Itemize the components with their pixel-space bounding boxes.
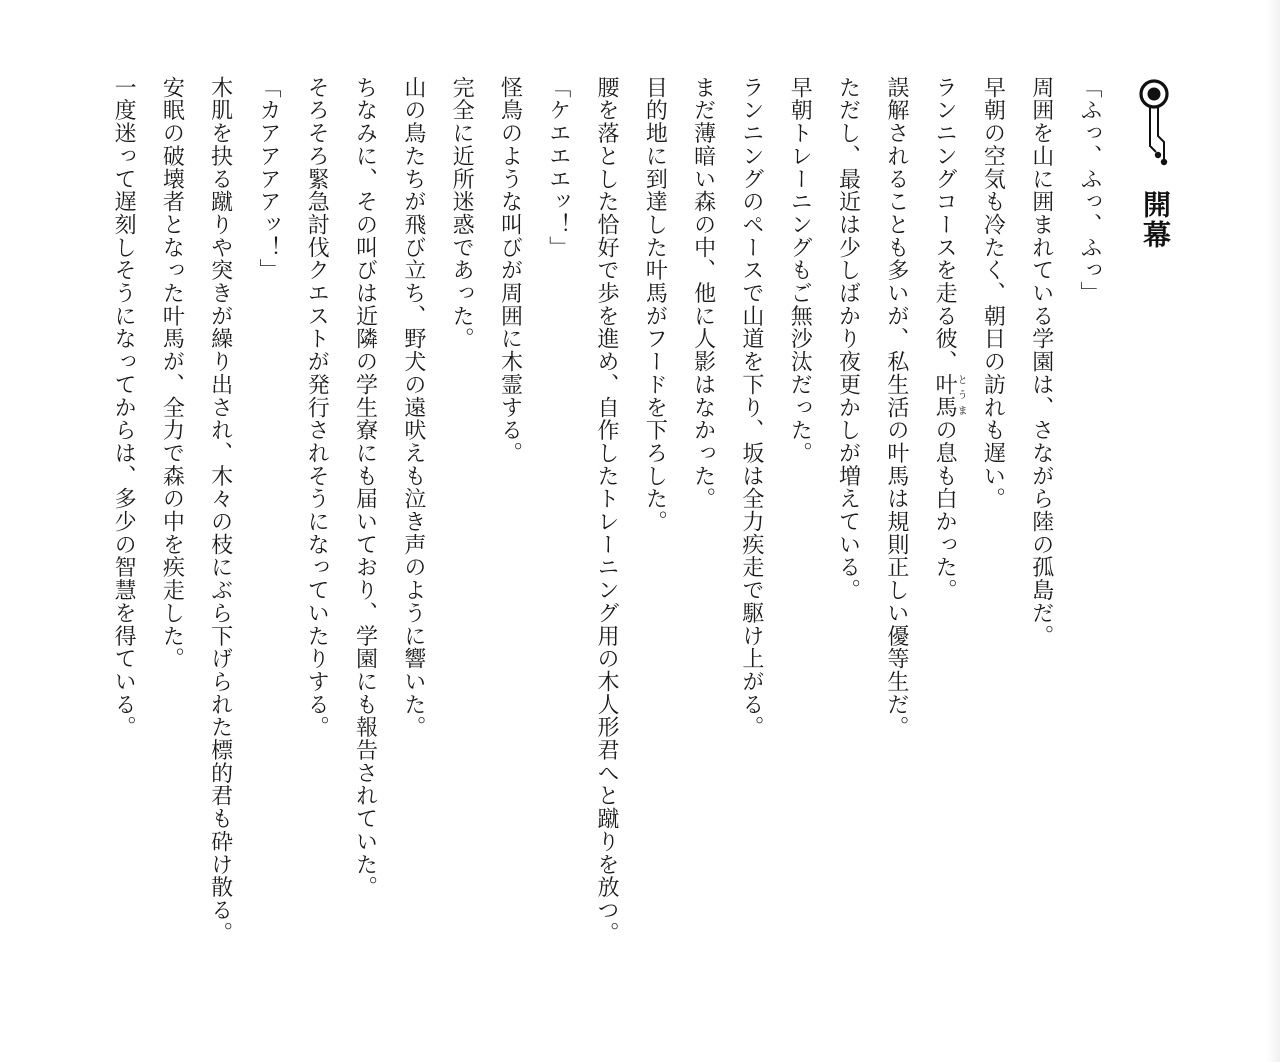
text-line: 「ふっ、ふっ、ふっ」 <box>1077 76 1102 305</box>
text-line: 「ケエエエッ！」 <box>545 76 571 259</box>
text-line: 完全に近所迷惑であった。 <box>449 76 475 351</box>
text-line: 早朝の空気も冷たく、朝日の訪れも遅い。 <box>980 76 1006 511</box>
text-line: 周囲を山に囲まれている学園は、さながら陸の孤島だ。 <box>1028 76 1054 648</box>
text-line: 木肌を抉る蹴りや突きが繰り出され、木々の枝にぶら下げられた標的君も砕け散る。 <box>207 76 233 945</box>
chapter-title: 開幕 <box>1139 190 1172 250</box>
page-edge <box>1266 0 1280 1062</box>
text-line: 山の鳥たちが飛び立ち、野犬の遠吠えも泣き声のように響いた。 <box>400 76 426 739</box>
circuit-ornament-icon <box>1136 76 1176 168</box>
text-line: 早朝トレーニングもご無沙汰だった。 <box>787 76 813 465</box>
text-line: 「カアアアアッ！」 <box>255 76 281 282</box>
text-line: ランニングコースを走る彼、叶馬とうまの息も白かった。 <box>932 76 967 602</box>
text-line: 腰を落とした恰好で歩を進め、自作したトレーニング用の木人形君へと蹴りを放つ。 <box>594 76 620 945</box>
text-line: 安眠の破壊者となった叶馬が、全力で森の中を疾走した。 <box>159 76 185 671</box>
ruby-name: 叶馬とうま <box>932 373 967 419</box>
text-line: 一度迷って遅刻しそうになってからは、多少の智慧を得ている。 <box>111 76 137 739</box>
text-line: 誤解されることも多いが、私生活の叶馬は規則正しい優等生だ。 <box>883 76 909 739</box>
text-line: ただし、最近は少しばかり夜更かしが増えている。 <box>835 76 861 602</box>
text-line: そろそろ緊急討伐クエストが発行されそうになっていたりする。 <box>304 76 330 739</box>
text-line: 怪鳥のような叫びが周囲に木霊する。 <box>497 76 523 465</box>
body-text <box>53 76 1113 976</box>
text-line: 目的地に到達した叶馬がフードを下ろした。 <box>642 76 668 533</box>
text-line: ちなみに、その叫びは近隣の学生寮にも届いており、学園にも報告されていた。 <box>352 76 378 899</box>
text-line: まだ薄暗い森の中、他に人影はなかった。 <box>690 76 716 511</box>
text-line: ランニングのペースで山道を下り、坂は全力疾走で駆け上がる。 <box>738 76 764 739</box>
